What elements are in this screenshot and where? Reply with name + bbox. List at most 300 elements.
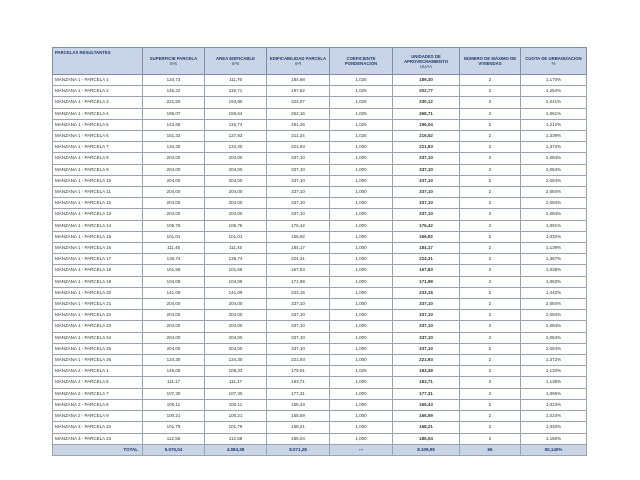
parcel-name-cell: MANZANA 1 - PARCELA 25 [53, 343, 143, 354]
parcel-name-cell: MANZANA 1 - PARCELA 14 [53, 220, 143, 231]
coeficiente-cell: 1,000 [330, 377, 393, 388]
edificabilidad-cell: 337,10 [267, 153, 330, 164]
coeficiente-cell: 1,000 [330, 164, 393, 175]
coeficiente-cell: 1,000 [330, 321, 393, 332]
parcel-name-cell: MANZANA 1 - PARCELA 20 [53, 287, 143, 298]
table-row [53, 388, 587, 399]
viviendas-cell: 2 [460, 220, 521, 231]
coeficiente-cell: 1,025 [330, 119, 393, 130]
area-edificable-cell: 100,11 [205, 399, 267, 410]
viviendas-cell: 2 [460, 332, 521, 343]
viviendas-cell: 2 [460, 299, 521, 310]
coeficiente-cell: 1,000 [330, 265, 393, 276]
table-row [53, 108, 587, 119]
edificabilidad-cell: 165,43 [267, 399, 330, 410]
table-row [53, 411, 587, 422]
viviendas-cell: 2 [460, 153, 521, 164]
area-edificable-cell: 101,56 [205, 265, 267, 276]
superficie-cell: 134,30 [143, 142, 205, 153]
cuota-cell: 1,032% [521, 231, 587, 242]
unidades-cell: 176,42 [393, 220, 460, 231]
coeficiente-cell: 1,000 [330, 355, 393, 366]
unidades-cell: 184,17 [393, 243, 460, 254]
header-area-edificable: AREA EDIFICABLE m²s [205, 48, 267, 75]
unidades-cell: 233,15 [393, 287, 460, 298]
parcel-name-cell: MANZANA 1 - PARCELA 6 [53, 131, 143, 142]
table-body [53, 75, 587, 445]
table-row [53, 310, 587, 321]
coeficiente-cell: 1,000 [330, 388, 393, 399]
superficie-cell: 204,00 [143, 310, 205, 321]
area-edificable-cell: 111,45 [205, 243, 267, 254]
parcel-name-cell: MANZANA 1 - PARCELA 13 [53, 209, 143, 220]
coeficiente-cell: 1,000 [330, 209, 393, 220]
cuota-cell: 2,084% [521, 321, 587, 332]
coeficiente-cell: 1,000 [330, 187, 393, 198]
area-edificable-cell: 127,83 [205, 131, 267, 142]
area-edificable-cell: 204,00 [205, 343, 267, 354]
coeficiente-cell: 1,000 [330, 254, 393, 265]
coeficiente-cell: 1,025 [330, 97, 393, 108]
unidades-cell: 337,10 [393, 299, 460, 310]
table-row [53, 276, 587, 287]
superficie-cell: 204,00 [143, 299, 205, 310]
parcel-name-cell: MANZANA 1 - PARCELA 26 [53, 355, 143, 366]
coeficiente-cell: 1,000 [330, 310, 393, 321]
superficie-cell: 221,50 [143, 97, 205, 108]
parcel-name-cell: MANZANA 1 - PARCELA 9 [53, 164, 143, 175]
edificabilidad-cell: 197,82 [267, 86, 330, 97]
cuota-cell: 1,150% [521, 433, 587, 444]
header-viviendas: NÚMERO DE MÁXIMO DE VIVIENDAS [460, 48, 521, 75]
edificabilidad-cell: 224,31 [267, 254, 330, 265]
unidades-cell: 183,71 [393, 377, 460, 388]
parcel-name-cell: MANZANA 1 - PARCELA 22 [53, 310, 143, 321]
table-row [53, 231, 587, 242]
cuota-cell: 2,084% [521, 198, 587, 209]
unidades-cell: 337,10 [393, 187, 460, 198]
unidades-cell: 166,92 [393, 231, 460, 242]
superficie-cell: 141,09 [143, 287, 205, 298]
viviendas-cell: 2 [460, 276, 521, 287]
superficie-cell: 146,22 [143, 86, 205, 97]
coeficiente-cell: 1,000 [330, 332, 393, 343]
parcel-name-cell: MANZANA 1 - PARCELA 11 [53, 187, 143, 198]
viviendas-cell: 2 [460, 243, 521, 254]
area-edificable-cell: 204,00 [205, 164, 267, 175]
cuota-cell: 2,041% [521, 97, 587, 108]
table-row [53, 97, 587, 108]
parcel-name-cell: MANZANA 3 - PARCELA 22 [53, 422, 143, 433]
superficie-cell: 111,17 [143, 377, 205, 388]
viviendas-cell: 2 [460, 422, 521, 433]
cuota-cell: 1,134% [521, 366, 587, 377]
superficie-cell: 106,76 [143, 220, 205, 231]
unidades-cell: 189,30 [393, 75, 460, 86]
table-row [53, 265, 587, 276]
table-row [53, 220, 587, 231]
coeficiente-cell: 1,000 [330, 142, 393, 153]
total-cuota: 50,140% [521, 444, 587, 455]
edificabilidad-cell: 171,99 [267, 276, 330, 287]
cuota-cell: 1,096% [521, 388, 587, 399]
viviendas-cell: 2 [460, 97, 521, 108]
table-row [53, 399, 587, 410]
coeficiente-cell: 1,025 [330, 86, 393, 97]
edificabilidad-cell: 165,59 [267, 411, 330, 422]
total-coeficiente: --- [330, 444, 393, 455]
unidades-cell: 165,59 [393, 411, 460, 422]
edificabilidad-cell: 337,10 [267, 164, 330, 175]
superficie-cell: 204,00 [143, 343, 205, 354]
parcel-name-cell: MANZANA 1 - PARCELA 7 [53, 142, 143, 153]
superficie-cell: 204,00 [143, 164, 205, 175]
table-row [53, 209, 587, 220]
edificabilidad-cell: 166,92 [267, 231, 330, 242]
table-row [53, 198, 587, 209]
edificabilidad-cell: 221,93 [267, 355, 330, 366]
viviendas-cell: 2 [460, 399, 521, 410]
edificabilidad-cell: 337,10 [267, 198, 330, 209]
table-header-row [53, 48, 587, 75]
viviendas-cell: 2 [460, 355, 521, 366]
superficie-cell: 107,30 [143, 388, 205, 399]
unidades-cell: 171,99 [393, 276, 460, 287]
edificabilidad-cell: 337,10 [267, 299, 330, 310]
area-edificable-cell: 204,00 [205, 187, 267, 198]
edificabilidad-cell: 186,04 [267, 433, 330, 444]
edificabilidad-cell: 221,93 [267, 142, 330, 153]
viviendas-cell: 2 [460, 388, 521, 399]
unidades-cell: 186,04 [393, 433, 460, 444]
coeficiente-cell: 1,000 [330, 287, 393, 298]
area-edificable-cell: 204,00 [205, 175, 267, 186]
cuota-cell: 1,661% [521, 108, 587, 119]
coeficiente-cell: 1,000 [330, 299, 393, 310]
cuota-cell: 2,084% [521, 310, 587, 321]
area-edificable-cell: 107,30 [205, 388, 267, 399]
cuota-cell: 1,254% [521, 86, 587, 97]
edificabilidad-cell: 233,15 [267, 287, 330, 298]
unidades-cell: 196,04 [393, 119, 460, 130]
parcel-name-cell: MANZANA 1 - PARCELA 16 [53, 243, 143, 254]
table-row [53, 164, 587, 175]
unidades-cell: 177,31 [393, 388, 460, 399]
viviendas-cell: 2 [460, 131, 521, 142]
parcel-name-cell: MANZANA 2 - PARCELA 9 [53, 411, 143, 422]
coeficiente-cell: 1,025 [330, 131, 393, 142]
superficie-cell: 204,00 [143, 321, 205, 332]
area-edificable-cell: 204,00 [205, 321, 267, 332]
superficie-cell: 135,74 [143, 254, 205, 265]
cuota-cell: 1,136% [521, 377, 587, 388]
unidades-cell: 337,10 [393, 164, 460, 175]
edificabilidad-cell: 191,26 [267, 119, 330, 130]
superficie-cell: 111,45 [143, 243, 205, 254]
superficie-cell: 204,00 [143, 332, 205, 343]
coeficiente-cell: 1,000 [330, 411, 393, 422]
parcel-name-cell: MANZANA 1 - PARCELA 1 [53, 75, 143, 86]
cuota-cell: 1,038% [521, 265, 587, 276]
edificabilidad-cell: 262,16 [267, 108, 330, 119]
viviendas-cell: 2 [460, 75, 521, 86]
table-row [53, 433, 587, 444]
cuota-cell: 2,084% [521, 343, 587, 354]
table-row [53, 343, 587, 354]
superficie-cell: 101,56 [143, 265, 205, 276]
area-edificable-cell: 112,58 [205, 433, 267, 444]
edificabilidad-cell: 337,10 [267, 343, 330, 354]
unidades-cell: 202,77 [393, 86, 460, 97]
cuota-cell: 1,139% [521, 243, 587, 254]
unidades-cell: 167,83 [393, 265, 460, 276]
superficie-cell: 101,01 [143, 231, 205, 242]
unidades-cell: 337,10 [393, 153, 460, 164]
total-label: TOTAL [53, 444, 143, 455]
area-edificable-cell: 204,00 [205, 332, 267, 343]
unidades-cell: 337,10 [393, 321, 460, 332]
viviendas-cell: 2 [460, 108, 521, 119]
superficie-cell: 104,08 [143, 276, 205, 287]
edificabilidad-cell: 337,10 [267, 310, 330, 321]
edificabilidad-cell: 337,10 [267, 332, 330, 343]
header-parcelas: PARCELAS RESULTANTES [53, 48, 143, 75]
edificabilidad-cell: 337,10 [267, 175, 330, 186]
unidades-cell: 221,93 [393, 142, 460, 153]
area-edificable-cell: 134,30 [205, 355, 267, 366]
parcel-name-cell: MANZANA 2 - PARCELA 7 [53, 388, 143, 399]
coeficiente-cell: 1,000 [330, 231, 393, 242]
superficie-cell: 151,33 [143, 131, 205, 142]
edificabilidad-cell: 183,71 [267, 377, 330, 388]
coeficiente-cell: 1,000 [330, 343, 393, 354]
table-row [53, 287, 587, 298]
viviendas-cell: 2 [460, 142, 521, 153]
cuota-cell: 2,084% [521, 187, 587, 198]
superficie-cell: 100,21 [143, 411, 205, 422]
coeficiente-cell: 1,000 [330, 276, 393, 287]
cuota-cell: 1,170% [521, 75, 587, 86]
superficie-cell: 145,05 [143, 366, 205, 377]
edificabilidad-cell: 177,31 [267, 388, 330, 399]
viviendas-cell: 2 [460, 164, 521, 175]
parcel-name-cell: MANZANA 3 - PARCELA 23 [53, 433, 143, 444]
unidades-cell: 337,10 [393, 198, 460, 209]
coeficiente-cell: 1,000 [330, 399, 393, 410]
cuota-cell: 2,084% [521, 299, 587, 310]
superficie-cell: 204,00 [143, 187, 205, 198]
cuota-cell: 1,091% [521, 220, 587, 231]
area-edificable-cell: 204,00 [205, 310, 267, 321]
table-row [53, 119, 587, 130]
parcel-name-cell: MANZANA 2 - PARCELA 1 [53, 366, 143, 377]
area-edificable-cell: 115,74 [205, 119, 267, 130]
superficie-cell: 204,00 [143, 153, 205, 164]
coeficiente-cell: 1,000 [330, 220, 393, 231]
unidades-cell: 337,10 [393, 343, 460, 354]
unidades-cell: 216,52 [393, 131, 460, 142]
table-row [53, 332, 587, 343]
edificabilidad-cell: 337,10 [267, 321, 330, 332]
table-row [53, 75, 587, 86]
cuota-cell: 1,387% [521, 254, 587, 265]
viviendas-cell: 2 [460, 187, 521, 198]
parcel-name-cell: MANZANA 1 - PARCELA 17 [53, 254, 143, 265]
parcel-table [52, 47, 587, 456]
coeficiente-cell: 1,000 [330, 433, 393, 444]
edificabilidad-cell: 337,10 [267, 187, 330, 198]
parcel-name-cell: MANZANA 1 - PARCELA 3 [53, 97, 143, 108]
total-area: 4.884,38 [205, 444, 267, 455]
parcel-name-cell: MANZANA 1 - PARCELA 5 [53, 119, 143, 130]
table-row [53, 175, 587, 186]
parcel-name-cell: MANZANA 1 - PARCELA 21 [53, 299, 143, 310]
coeficiente-cell: 1,000 [330, 175, 393, 186]
header-unidades: UNIDADES DE APROVECHAMIENTO UUAA [393, 48, 460, 75]
superficie-cell: 134,73 [143, 75, 205, 86]
area-edificable-cell: 134,30 [205, 142, 267, 153]
table-row [53, 142, 587, 153]
cuota-cell: 1,372% [521, 142, 587, 153]
unidades-cell: 183,49 [393, 366, 460, 377]
edificabilidad-cell: 176,42 [267, 220, 330, 231]
table-row [53, 243, 587, 254]
superficie-cell: 204,00 [143, 198, 205, 209]
area-edificable-cell: 100,21 [205, 411, 267, 422]
header-coeficiente: COEFICIENTE PONDERACIÓN [330, 48, 393, 75]
cuota-cell: 1,442% [521, 287, 587, 298]
edificabilidad-cell: 168,21 [267, 422, 330, 433]
coeficiente-cell: 1,000 [330, 198, 393, 209]
coeficiente-cell: 1,025 [330, 75, 393, 86]
table-row [53, 254, 587, 265]
table-row [53, 299, 587, 310]
viviendas-cell: 2 [460, 254, 521, 265]
parcel-name-cell: MANZANA 1 - PARCELA 15 [53, 231, 143, 242]
cuota-cell: 1,212% [521, 119, 587, 130]
area-edificable-cell: 194,90 [205, 97, 267, 108]
parcel-name-cell: MANZANA 1 - PARCELA 2 [53, 86, 143, 97]
cuota-cell: 2,084% [521, 175, 587, 186]
parcel-name-cell: MANZANA 1 - PARCELA 4 [53, 108, 143, 119]
parcel-name-cell: MANZANA 1 - PARCELA 8 [53, 153, 143, 164]
area-edificable-cell: 135,74 [205, 254, 267, 265]
unidades-cell: 337,10 [393, 175, 460, 186]
viviendas-cell: 2 [460, 366, 521, 377]
parcel-name-cell: MANZANA 2 - PARCELA 8 [53, 399, 143, 410]
header-edificabilidad: EDIFICABILIDAD PARCELA m²t [267, 48, 330, 75]
table-row [53, 366, 587, 377]
superficie-cell: 101,79 [143, 422, 205, 433]
table-row [53, 153, 587, 164]
edificabilidad-cell: 337,10 [267, 209, 330, 220]
coeficiente-cell: 1,000 [330, 153, 393, 164]
area-edificable-cell: 204,00 [205, 209, 267, 220]
edificabilidad-cell: 322,07 [267, 97, 330, 108]
parcel-name-cell: MANZANA 1 - PARCELA 24 [53, 332, 143, 343]
cuota-cell: 2,084% [521, 332, 587, 343]
unidades-cell: 224,31 [393, 254, 460, 265]
superficie-cell: 143,69 [143, 119, 205, 130]
table-row [53, 86, 587, 97]
viviendas-cell: 2 [460, 265, 521, 276]
unidades-cell: 337,10 [393, 310, 460, 321]
edificabilidad-cell: 167,83 [267, 265, 330, 276]
area-edificable-cell: 111,76 [205, 75, 267, 86]
table-row [53, 355, 587, 366]
area-edificable-cell: 158,64 [205, 108, 267, 119]
superficie-cell: 204,00 [143, 209, 205, 220]
parcel-table-sheet [52, 47, 586, 456]
area-edificable-cell: 108,33 [205, 366, 267, 377]
unidades-cell: 165,43 [393, 399, 460, 410]
cuota-cell: 1,339% [521, 131, 587, 142]
cuota-cell: 1,372% [521, 355, 587, 366]
cuota-cell: 1,024% [521, 411, 587, 422]
coeficiente-cell: 1,000 [330, 422, 393, 433]
unidades-cell: 337,10 [393, 209, 460, 220]
superficie-cell: 100,11 [143, 399, 205, 410]
viviendas-cell: 2 [460, 411, 521, 422]
edificabilidad-cell: 184,68 [267, 75, 330, 86]
cuota-cell: 1,040% [521, 422, 587, 433]
viviendas-cell: 2 [460, 198, 521, 209]
coeficiente-cell: 1,000 [330, 243, 393, 254]
header-cuota: CUOTA DE URBANIZACION % [521, 48, 587, 75]
cuota-cell: 1,063% [521, 276, 587, 287]
superficie-cell: 134,30 [143, 355, 205, 366]
parcel-name-cell: MANZANA 2 - PARCELA 6 [53, 377, 143, 388]
superficie-cell: 112,58 [143, 433, 205, 444]
table-row [53, 187, 587, 198]
coeficiente-cell: 1,025 [330, 366, 393, 377]
edificabilidad-cell: 179,01 [267, 366, 330, 377]
area-edificable-cell: 104,08 [205, 276, 267, 287]
viviendas-cell: 2 [460, 209, 521, 220]
unidades-cell: 221,93 [393, 355, 460, 366]
edificabilidad-cell: 184,17 [267, 243, 330, 254]
parcel-name-cell: MANZANA 1 - PARCELA 12 [53, 198, 143, 209]
header-superficie: SUPERFICIE PARCELA m²s [143, 48, 205, 75]
area-edificable-cell: 204,00 [205, 198, 267, 209]
unidades-cell: 268,71 [393, 108, 460, 119]
cuota-cell: 1,023% [521, 399, 587, 410]
table-row [53, 321, 587, 332]
total-row [53, 444, 587, 455]
viviendas-cell: 2 [460, 287, 521, 298]
unidades-cell: 168,21 [393, 422, 460, 433]
superficie-cell: 186,07 [143, 108, 205, 119]
total-viviendas: 66 [460, 444, 521, 455]
edificabilidad-cell: 211,24 [267, 131, 330, 142]
viviendas-cell: 2 [460, 175, 521, 186]
area-edificable-cell: 119,71 [205, 86, 267, 97]
parcel-name-cell: MANZANA 1 - PARCELA 23 [53, 321, 143, 332]
area-edificable-cell: 101,01 [205, 231, 267, 242]
area-edificable-cell: 111,17 [205, 377, 267, 388]
coeficiente-cell: 1,025 [330, 108, 393, 119]
total-superficie: 5.076,04 [143, 444, 205, 455]
cuota-cell: 2,084% [521, 209, 587, 220]
area-edificable-cell: 204,00 [205, 299, 267, 310]
area-edificable-cell: 141,09 [205, 287, 267, 298]
table-row [53, 422, 587, 433]
area-edificable-cell: 101,79 [205, 422, 267, 433]
table-row [53, 377, 587, 388]
viviendas-cell: 2 [460, 119, 521, 130]
cuota-cell: 2,084% [521, 153, 587, 164]
total-edificabilidad: 8.071,28 [267, 444, 330, 455]
